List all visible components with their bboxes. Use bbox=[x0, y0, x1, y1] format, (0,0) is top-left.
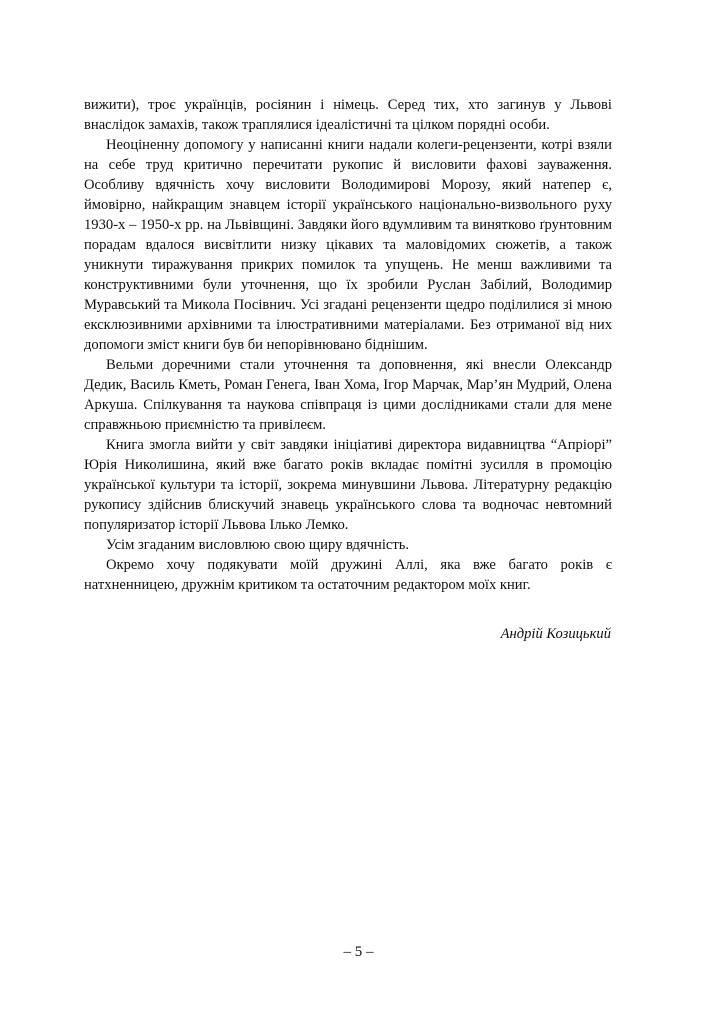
body-text bbox=[84, 95, 612, 595]
page-number: – 5 – bbox=[343, 944, 374, 960]
paragraph-reviewers: Неоціненну допомогу у написанні книги надали колеги-рецензенти, котрі взяли на себе труд критично перечитати рукопис й висловити фахові зауваження. Особливу вдячність хочу висловити Володимирові Морозу, який натепер є, ймовірно, найкращим знавцем історії українського національно-визвольного руху 1930-х – 1950-х рр. на Львівщині. Завдяки його вдумливим та винятково ґрунтовним порадам вдалося висвітлити низку цікавих та маловідомих сюжетів, а також уникнути тиражування прикрих помилок та упущень. Не менш важливими та конструктивними були уточнення, що їх зробили Руслан Забілий, Володимир Муравський та Микола Посівнич. Усі згадані рецензенти щедро поділилися зі мною ексклюзивними архівними та ілюстративними матеріалами. Без отриманої від них допомоги зміст книги був би непорівнювано біднішим. bbox=[84, 137, 612, 353]
paragraph-continuation: вижити), троє українців, росіянин і німець. Серед тих, хто загинув у Львові внаслідок замахів, також траплялися ідеалістичні та цілком порядні особи. bbox=[84, 97, 612, 133]
paragraph-gratitude: Усім згаданим висловлюю свою щиру вдячність. bbox=[106, 537, 410, 553]
paragraph-wife: Окремо хочу подякувати моїй дружині Аллі, яка вже багато років є натхненницею, дружнім критиком та остаточним редактором моїх книг. bbox=[84, 557, 612, 593]
author-signature: Андрій Козицький bbox=[500, 626, 611, 642]
paragraph-clarifications: Вельми доречними стали уточнення та доповнення, які внесли Олександр Дедик, Василь Кметь, Роман Генега, Іван Хома, Ігор Марчак, Мар’ян Мудрий, Олена Аркуша. Спілкування та наукова співпраця із цими дослідниками стали для мене справжньою приємністю та привілеєм. bbox=[84, 357, 612, 433]
paragraph-publisher: Книга змогла вийти у світ завдяки ініціативі директора видавництва “Апріорі” Юрія Николишина, який вже багато років вкладає помітні зусилля в промоцію української культури та історії, зокрема минувшини Львова. Літературну редакцію рукопису здійснив блискучий знавець українського слова та водночас невтомний популяризатор історії Львова Ілько Лемко. bbox=[84, 437, 612, 533]
